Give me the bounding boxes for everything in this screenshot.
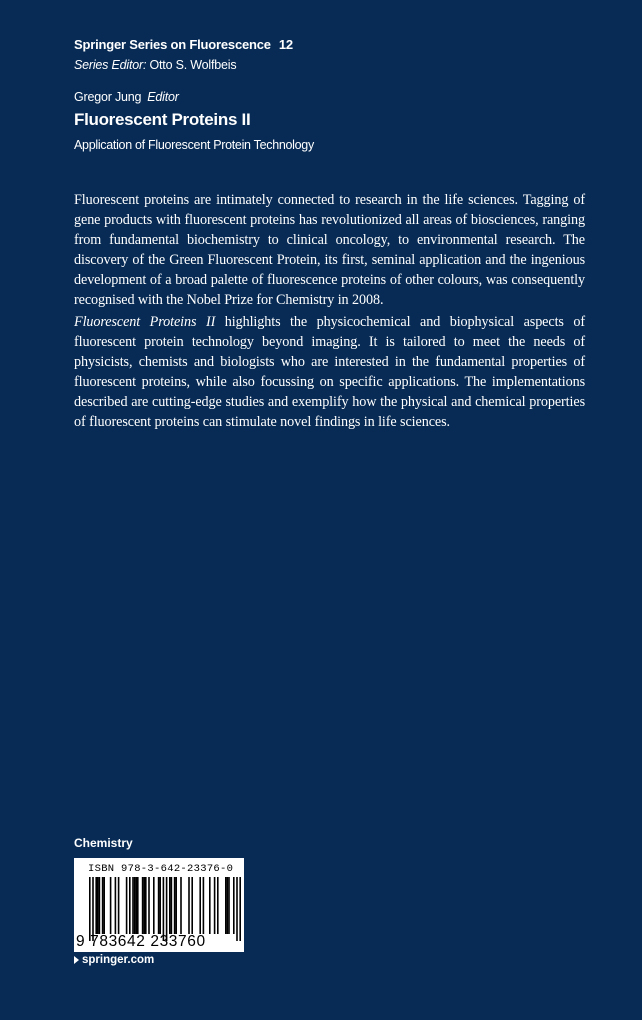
blurb-paragraph-2-text: highlights the physicochemical and biophysical aspects of fluorescent protein technology beyond imaging. It is tailored to meet the needs of physicists, chemists and biologists who are interested in the fundamental properties of fluorescent proteins, while also focussing on specific applications. The implementations described are cutting-edge studies and exemplify how the physical and chemical properties of fluorescent proteins can stimulate novel findings in life sciences. — [74, 314, 585, 430]
series-editor-name: Otto S. Wolfbeis — [149, 58, 237, 72]
series-editor — [74, 58, 236, 72]
barcode-bar — [142, 877, 144, 934]
barcode-bar — [203, 877, 205, 934]
barcode-bar — [171, 877, 173, 934]
barcode-bar — [143, 877, 145, 934]
barcode-bar — [214, 877, 216, 934]
barcode-bar — [174, 877, 176, 934]
website-text: springer.com — [82, 954, 155, 966]
barcode-bar — [135, 877, 137, 934]
barcode-bar — [225, 877, 227, 934]
barcode-bar — [110, 877, 112, 934]
barcode-bar — [129, 877, 131, 934]
barcode-bar — [163, 877, 165, 941]
barcode-bar — [103, 877, 105, 934]
barcode-bar — [158, 877, 160, 934]
barcode-digits: 9 783642 233760 — [76, 933, 206, 950]
barcode-bar — [166, 877, 168, 941]
barcode-bar — [97, 877, 99, 934]
barcode-bar — [95, 877, 97, 934]
series-line — [74, 37, 293, 52]
barcode-bar — [132, 877, 134, 934]
barcode-bar — [89, 877, 91, 941]
book-title: Fluorescent Proteins II — [74, 110, 251, 129]
barcode-bar — [92, 877, 94, 941]
barcode-bar — [209, 877, 211, 934]
barcode-bar — [134, 877, 136, 934]
barcode — [74, 858, 244, 952]
barcode-bar — [153, 877, 155, 934]
barcode-bar — [180, 877, 182, 934]
barcode-bar — [233, 877, 235, 934]
subject-label: Chemistry — [74, 836, 133, 850]
book-editor — [74, 90, 179, 104]
blurb-book-title: Fluorescent Proteins II — [74, 314, 216, 330]
barcode-bar — [169, 877, 171, 934]
barcode-bar — [236, 877, 238, 941]
barcode-bar — [137, 877, 139, 934]
barcode-bar — [199, 877, 201, 934]
barcode-bar — [175, 877, 177, 934]
barcode-bar — [228, 877, 230, 934]
series-editor-label: Series Editor: — [74, 58, 147, 72]
publisher-website[interactable] — [74, 954, 154, 966]
isbn-text: ISBN 978-3-642-23376-0 — [88, 863, 234, 875]
blurb-paragraph-1: Fluorescent proteins are intimately connected to research in the life sciences. Tagging of gene products with fluorescent proteins has revolutionized all areas of biosciences, ranging from fundamental biochemistry to clinical oncology, to environmental research. The discovery of the Green Fluorescent Protein, its first, seminal application and the ingenious development of a broad palette of fluorescence proteins of other colours, was consequently recognised with the Nobel Prize for Chemistry in 2008. — [74, 192, 585, 308]
barcode-bar — [145, 877, 147, 934]
barcode-bar — [148, 877, 150, 934]
barcode-bar — [239, 877, 241, 941]
book-editor-name: Gregor Jung — [74, 90, 142, 104]
book-subtitle: Application of Fluorescent Protein Technology — [74, 138, 314, 152]
barcode-bar — [191, 877, 193, 934]
blurb-paragraph-2 — [74, 312, 585, 432]
barcode-bar — [188, 877, 190, 934]
series-number: 12 — [278, 37, 293, 52]
series-name: Springer Series on Fluorescence — [74, 37, 271, 52]
book-editor-role: Editor — [147, 90, 179, 104]
barcode-bar — [99, 877, 101, 934]
arrow-right-icon — [74, 956, 79, 964]
barcode-bar — [227, 877, 229, 934]
barcode-bar — [102, 877, 104, 934]
barcode-bar — [126, 877, 128, 934]
barcode-bar — [118, 877, 120, 934]
barcode-bar — [217, 877, 219, 934]
barcode-bar — [159, 877, 161, 934]
barcode-bar — [115, 877, 117, 934]
